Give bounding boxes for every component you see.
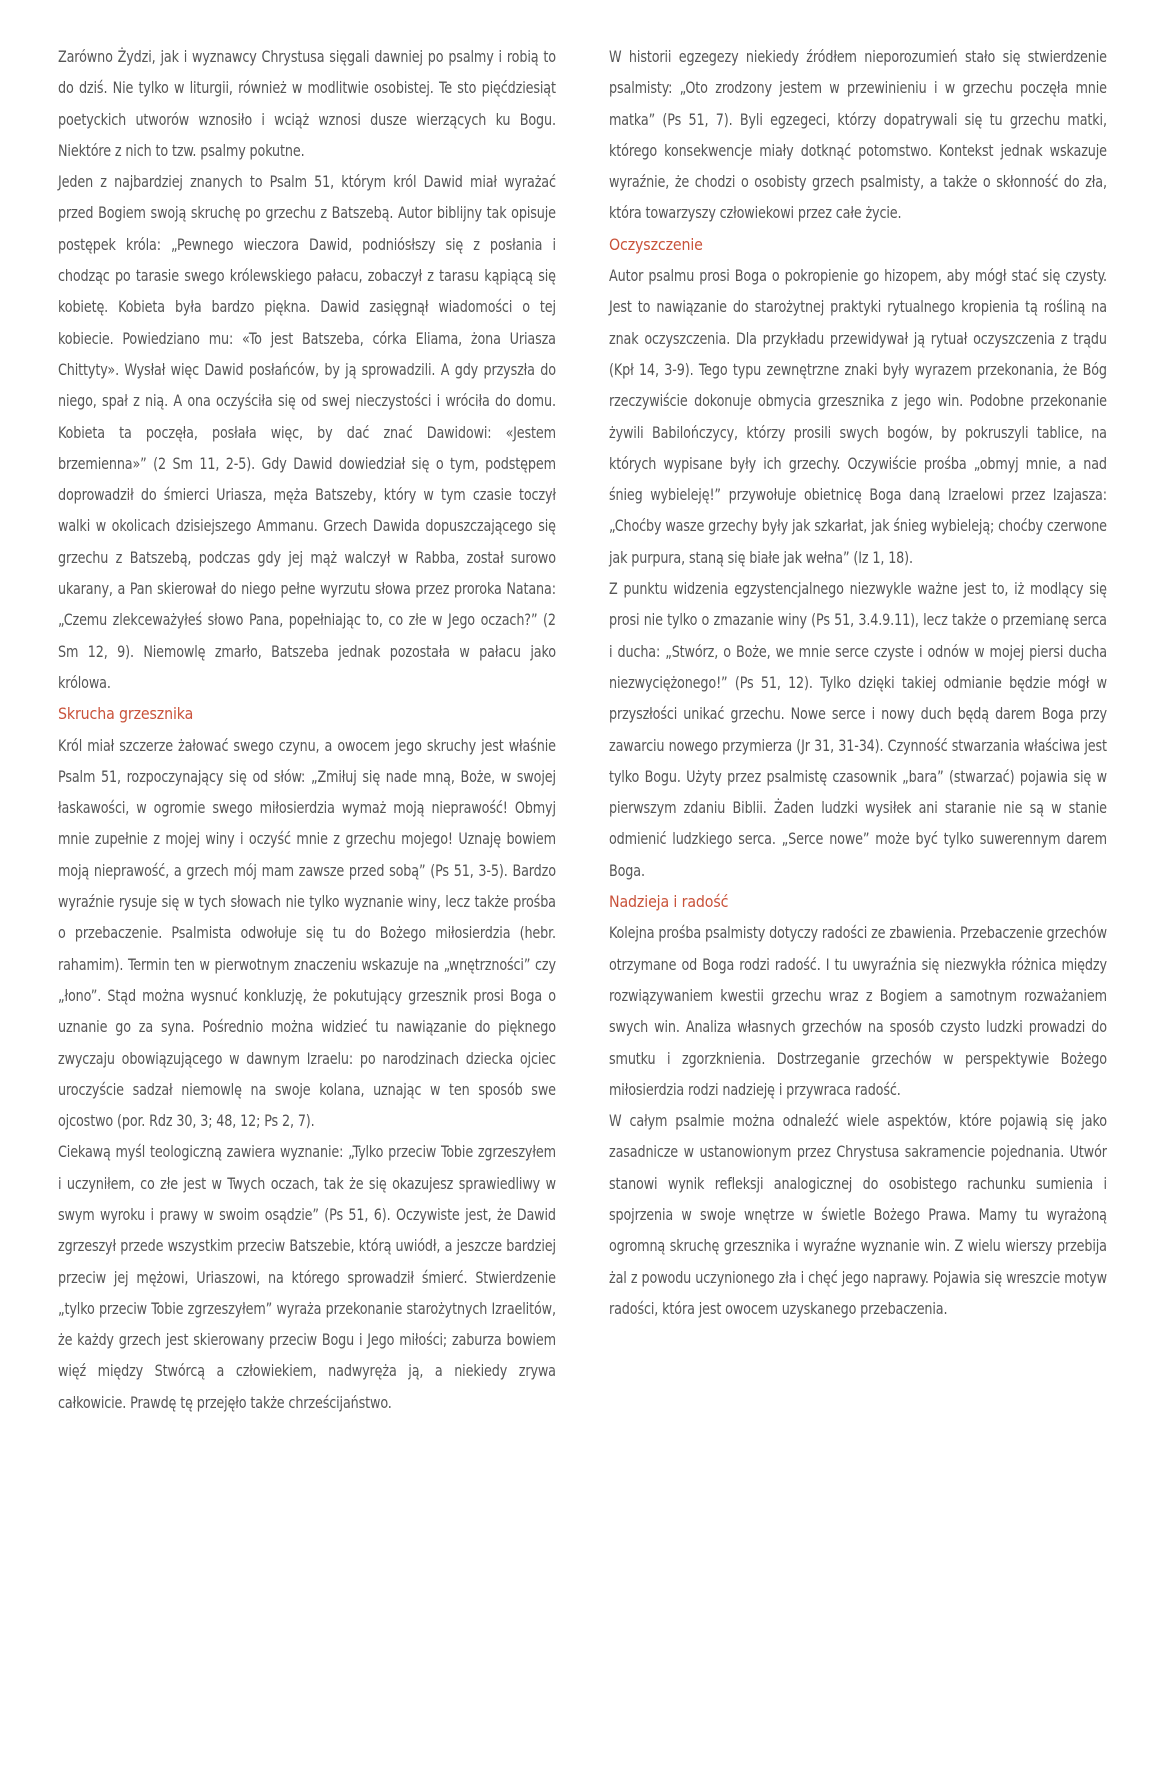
- right-column: [609, 41, 1107, 1418]
- section-heading-skrucha: Skrucha grzesznika: [58, 704, 194, 724]
- paragraph-conclusion: W całym psalmie można odnaleźć wiele aspektów, które pojawią się jako zasadnicze w ustanowionym przez Chrystusa sakramencie pojednania. Utwór stanowi wynik refleksji analogicznej do osobistego rachunku sumienia i spojrzenia w swoje wnętrze w świetle Bożego Prawa. Mamy tu wyrażoną ogromną skruchę grzesznika i wyraźne wyznanie win. Z wielu wierszy przebija żal z powodu uczynionego zła i chęć jego naprawy. Pojawia się wreszcie motyw radości, która jest owocem uzyskanego przebaczenia.: [609, 1111, 1107, 1318]
- paragraph-existential: Z punktu widzenia egzystencjalnego niezwykle ważne jest to, iż modlący się prosi nie tylko o zmazanie winy (Ps 51, 3.4.9.11), lecz także o przemianę serca i ducha: „Stwórz, o Boże, we mnie serce czyste i odnów w mojej piersi ducha niezwyciężonego!” (Ps 51, 12). Tylko dzięki takiej odmianie będzie mógł w przyszłości unikać grzechu. Nowe serce i nowy duch będą darem Boga przy zawarciu nowego przymierza (Jr 31, 31-34). Czynność stwarzania właściwa jest tylko Bogu. Użyty przez psalmistę czasownik „bara” (stwarzać) pojawia się w pierwszym zdaniu Biblii. Żaden ludzki wysiłek ani staranie nie są w stanie odmienić ludzkiego serca. „Serce nowe” może być tylko suwerennym darem Boga.: [609, 579, 1107, 880]
- paragraph-skrucha: Król miał szczerze żałować swego czynu, a owocem jego skruchy jest właśnie Psalm 51, rozpoczynający się od słów: „Zmiłuj się nade mną, Boże, w swojej łaskawości, w ogromie swego miłosierdzia wymaż moją nieprawość! Obmyj mnie zupełnie z mojej winy i oczyść mnie z grzechu mojego! Uznaję bowiem moją nieprawość, a grzech mój mam zawsze przed sobą” (Ps 51, 3-5). Bardzo wyraźnie rysuje się w tych słowach nie tylko wyznanie winy, lecz także prośba o przebaczenie. Psalmista odwołuje się tu do Bożego miłosierdzia (hebr. rahamim). Termin ten w pierwotnym znaczeniu wskazuje na „wnętrzności” czy „łono”. Stąd można wysnuć konkluzję, że pokutujący grzesznik prosi Boga o uznanie go za syna. Pośrednio można widzieć tu nawiązanie do pięknego zwyczaju obowiązującego w dawnym Izraelu: po narodzinach dziecka ojciec uroczyście sadzał niemowlę na swoje kolana, uznając w ten sposób swe ojcostwo (por. Rdz 30, 3; 48, 12; Ps 2, 7).: [58, 735, 556, 1131]
- paragraph-intro: Zarówno Żydzi, jak i wyznawcy Chrystusa sięgali dawniej po psalmy i robią to do dziś. Nie tylko w liturgii, również w modlitwie osobistej. Te sto pięćdziesiąt poetyckich utworów wznosiło i wciąż wznosi dusze wierzących ku Bogu. Niektóre z nich to tzw. psalmy pokutne.: [58, 47, 556, 160]
- paragraph-theological-thought: Ciekawą myśl teologiczną zawiera wyznanie: „Tylko przeciw Tobie zgrzeszyłem i uczyniłem, co złe jest w Twych oczach, tak że się okazujesz sprawiedliwy w swym wyroku i prawy w swoim osądzie” (Ps 51, 6). Oczywiste jest, że Dawid zgrzeszył przede wszystkim przeciw Batszebie, którą uwiódł, a jeszcze bardziej przeciw jej mężowi, Uriaszowi, na którego sprowadził śmierć. Stwierdzenie „tylko przeciw Tobie zgrzeszyłem” wyraża przekonanie starożytnych Izraelitów, że każdy grzech jest skierowany przeciw Bogu i Jego miłości; zaburza bowiem więź między Stwórcą a człowiekiem, nadwyręża ją, a niekiedy zrywa całkowicie. Prawdę tę przejęło także chrześcijaństwo.: [58, 1142, 556, 1412]
- left-column-content: [58, 41, 556, 1418]
- paragraph-nadzieja: Kolejna prośba psalmisty dotyczy radości ze zbawienia. Przebaczenie grzechów otrzymane od Boga rodzi radość. I tu uwyraźnia się niezwykła różnica między rozwiązywaniem kwestii grzechu wraz z Bogiem a samotnym rozważaniem swych win. Analiza własnych grzechów na sposób czysto ludzki prowadzi do smutku i zgorzknienia. Dostrzeganie grzechów w perspektywie Bożego miłosierdzia rodzi nadzieję i przywraca radość.: [609, 923, 1107, 1099]
- section-heading-oczyszczenie: Oczyszczenie: [609, 234, 703, 254]
- paragraph-psalm51-story: Jeden z najbardziej znanych to Psalm 51, którym król Dawid miał wyrażać przed Bogiem swoją skruchę po grzechu z Batszebą. Autor biblijny tak opisuje postępek króla: „Pewnego wieczora Dawid, podniósłszy się z posłania i chodząc po tarasie swego królewskiego pałacu, zobaczył z tarasu kąpiącą się kobietę. Kobieta była bardzo piękna. Dawid zasięgnął wiadomości o tej kobiecie. Powiedziano mu: «To jest Batszeba, córka Eliama, żona Uriasza Chittyty». Wysłał więc Dawid posłańców, by ją sprowadzili. A gdy przyszła do niego, spał z nią. A ona oczyściła się od swej nieczystości i wróciła do domu. Kobieta ta poczęła, posłała więc, by dać znać Dawidowi: «Jestem brzemienna»” (2 Sm 11, 2-5). Gdy Dawid dowiedział się o tym, podstępem doprowadził do śmierci Uriasza, męża Batszeby, który w tym czasie toczył walki w okolicach dzisiejszego Ammanu. Grzech Dawida dopuszczającego się grzechu z Batszebą, podczas gdy jej mąż walczył w Rabba, został surowo ukarany, a Pan skierował do niego pełne wyrzutu słowa przez proroka Natana: „Czemu zlekceważyłeś słowo Pana, popełniając to, co złe w Jego oczach?” (2 Sm 12, 9). Niemowlę zmarło, Batszeba jednak pozostała w pałacu jako królowa.: [58, 172, 556, 692]
- left-column: [58, 41, 556, 1418]
- paragraph-exegesis: W historii egzegezy niekiedy źródłem nieporozumień stało się stwierdzenie psalmisty: „Oto zrodzony jestem w przewinieniu i w grzechu poczęła mnie matka” (Ps 51, 7). Byli egzegeci, którzy dopatrywali się tu grzechu matki, którego konsekwencje miały dotknąć potomstwo. Kontekst jednak wskazuje wyraźnie, że chodzi o osobisty grzech psalmisty, a także o skłonność do zła, która towarzyszy człowiekowi przez całe życie.: [609, 47, 1107, 223]
- right-column-content: [609, 41, 1107, 1324]
- article-body: [58, 41, 1107, 1418]
- paragraph-oczyszczenie: Autor psalmu prosi Boga o pokropienie go hizopem, aby mógł stać się czysty. Jest to nawiązanie do starożytnej praktyki rytualnego kropienia tą rośliną na znak oczyszczenia. Dla przykładu przewidywał ją rytuał oczyszczenia z trądu (Kpł 14, 3-9). Tego typu zewnętrzne znaki były wyrazem przekonania, że Bóg rzeczywiście dokonuje obmycia grzesznika z jego win. Podobne przekonanie żywili Babilończycy, którzy prosili swych bogów, by pokruszyli tablice, na których wypisane były ich grzechy. Oczywiście prośba „obmyj mnie, a nad śnieg wybieleję!” przywołuje obietnicę Boga daną Izraelowi przez Izajasza: „Choćby wasze grzechy były jak szkarłat, jak śnieg wybieleją; choćby czerwone jak purpura, staną się białe jak wełna” (Iz 1, 18).: [609, 266, 1107, 567]
- section-heading-nadzieja: Nadzieja i radość: [609, 892, 729, 912]
